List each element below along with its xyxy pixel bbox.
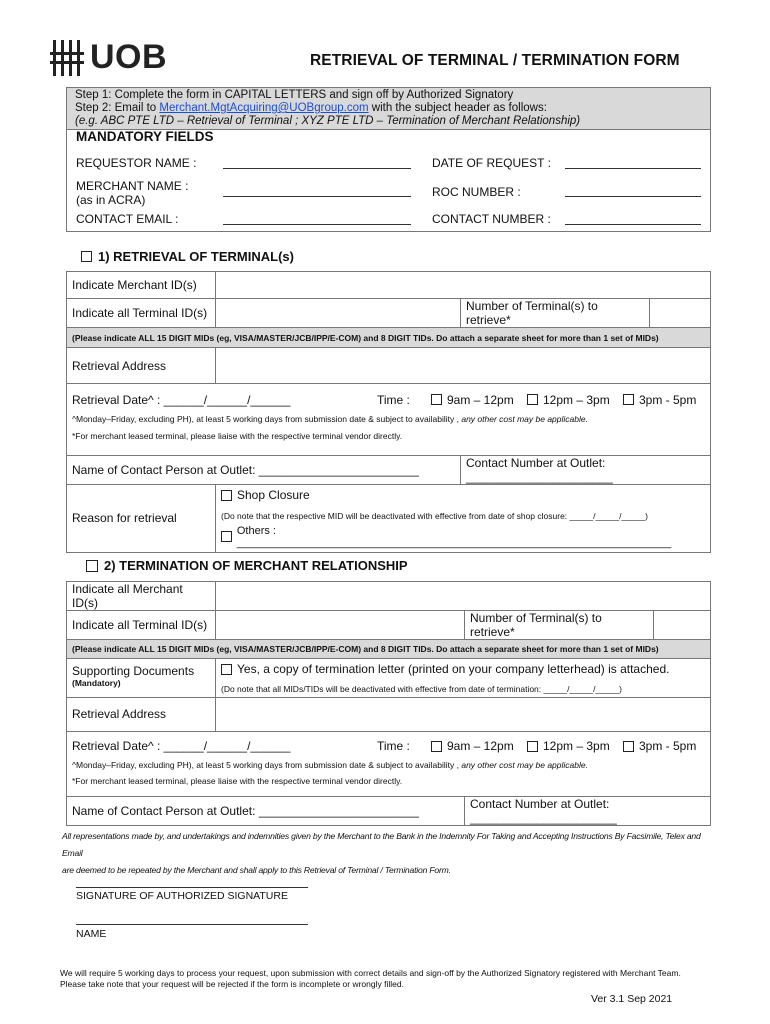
signature-line[interactable]	[76, 887, 308, 888]
num-terminals-field[interactable]	[654, 611, 711, 640]
time-option-12pm[interactable]: 12pm – 3pm	[527, 739, 623, 753]
merchant-ids-label: Indicate all Merchant ID(s)	[67, 582, 216, 611]
section-1-title: 1) RETRIEVAL OF TERMINAL(s)	[81, 249, 294, 264]
termination-checkbox[interactable]	[86, 560, 98, 572]
contact-person-field[interactable]: Name of Contact Person at Outlet: ________________________	[67, 796, 465, 825]
email-link[interactable]: Merchant.MgtAcquiring@UOBgroup.com	[159, 102, 369, 114]
time-label: Time :	[377, 739, 410, 753]
termination-letter-note: (Do note that all MIDs/TIDs will be deactivated with effective from date of termination: _____/_____/_____)	[221, 683, 622, 694]
section-2-title: 2) TERMINATION OF MERCHANT RELATIONSHIP	[86, 558, 408, 573]
termination-letter-option[interactable]: Yes, a copy of termination letter (printed on your company letterhead) is attached.	[221, 662, 669, 676]
reason-options	[216, 485, 711, 553]
supporting-docs-option	[216, 659, 711, 698]
time-option-3pm[interactable]: 3pm - 5pm	[623, 393, 696, 407]
time-option-12pm[interactable]: 12pm – 3pm	[527, 393, 623, 407]
retrieval-date-label: Retrieval Date^ : ______/______/______	[72, 739, 291, 753]
requestor-name-field[interactable]	[223, 168, 411, 169]
retrieval-date-block	[67, 731, 711, 796]
retrieval-address-field[interactable]	[216, 697, 711, 731]
footer-note: We will require 5 working days to process your request, upon submission with correct details and sign-off by the Authorized Signatory registered with Merchant Team. Please take note that your request will be rejected if the form is incomplete or wrongly filled.	[60, 968, 681, 989]
signature-label: SIGNATURE OF AUTHORIZED SIGNATURE	[76, 890, 288, 902]
roc-number-label: ROC NUMBER :	[432, 185, 521, 199]
merchant-name-label: MERCHANT NAME : (as in ACRA)	[76, 179, 189, 207]
time-label: Time :	[377, 392, 410, 407]
time-12pm-checkbox[interactable]	[527, 394, 538, 405]
time-3pm-checkbox[interactable]	[623, 394, 634, 405]
retrieval-address-label: Retrieval Address	[67, 348, 216, 384]
contact-email-label: CONTACT EMAIL :	[76, 212, 179, 226]
merchant-ids-field[interactable]	[216, 582, 711, 611]
requestor-name-label: REQUESTOR NAME :	[76, 156, 197, 170]
instructions-box	[66, 87, 711, 130]
contact-number-outlet-field[interactable]: Contact Number at Outlet: ______________________	[465, 796, 711, 825]
uob-logo	[50, 38, 167, 77]
shop-closure-note: (Do note that the respective MID will be deactivated with effective from date of shop closure: _____/_____/_____)	[221, 510, 648, 521]
termination-table	[66, 581, 711, 826]
contact-email-field[interactable]	[223, 224, 411, 225]
time-option-9am[interactable]: 9am – 12pm	[431, 739, 527, 753]
mid-tid-note: (Please indicate ALL 15 DIGIT MIDs (eg, VISA/MASTER/JCB/IPP/E-COM) and 8 DIGIT TIDs. Do attach a separate sheet for more than 1 set of MIDs)	[67, 328, 711, 348]
num-terminals-label: Number of Terminal(s) to retrieve*	[461, 299, 650, 328]
disclaimer: All representations made by, and undertakings and indemnities given by the Merchant to the Bank in the Indemnity For Taking and Accepting Instructions By Facsimile, Telex and Email are deemed to be repeated by the Merchant and shall apply to this Retrieval of Terminal / Termination Form.	[62, 831, 701, 875]
logo-text: UOB	[90, 38, 168, 76]
contact-person-field[interactable]: Name of Contact Person at Outlet: ________________________	[67, 456, 461, 485]
time-12pm-checkbox[interactable]	[527, 741, 538, 752]
step-2: Step 2: Email to Merchant.MgtAcquiring@UOBgroup.com with the subject header as follows:	[75, 102, 547, 114]
supporting-docs-label: Supporting Documents (Mandatory)	[67, 659, 216, 698]
shop-closure-option[interactable]: Shop Closure	[221, 488, 310, 502]
retrieval-address-label: Retrieval Address	[67, 697, 216, 731]
leased-terminal-note: *For merchant leased terminal, please liaise with the respective terminal vendor directly.	[72, 775, 403, 786]
retrieval-address-field[interactable]	[216, 348, 711, 384]
terminal-ids-label: Indicate all Terminal ID(s)	[67, 611, 216, 640]
step-1: Step 1: Complete the form in CAPITAL LETTERS and sign off by Authorized Signatory	[75, 89, 514, 101]
roc-number-field[interactable]	[565, 196, 701, 197]
time-option-3pm[interactable]: 3pm - 5pm	[623, 739, 696, 753]
others-checkbox[interactable]	[221, 531, 232, 542]
contact-number-label: CONTACT NUMBER :	[432, 212, 551, 226]
terminal-ids-field[interactable]	[216, 299, 461, 328]
num-terminals-field[interactable]	[650, 299, 711, 328]
merchant-ids-field[interactable]	[216, 272, 711, 299]
retrieval-date-block	[67, 384, 711, 456]
reason-label: Reason for retrieval	[67, 485, 216, 553]
mid-tid-note: (Please indicate ALL 15 DIGIT MIDs (eg, VISA/MASTER/JCB/IPP/E-COM) and 8 DIGIT TIDs. Do attach a separate sheet for more than 1 set of MIDs)	[67, 640, 711, 659]
working-days-note: ^Monday–Friday, excluding PH), at least 5 working days from submission date & subject to availability , any other cost may be applicable.	[72, 414, 588, 424]
working-days-note: ^Monday–Friday, excluding PH), at least 5 working days from submission date & subject to availability , any other cost may be applicable.	[72, 759, 588, 770]
form-title: RETRIEVAL OF TERMINAL / TERMINATION FORM	[310, 52, 680, 69]
date-of-request-label: DATE OF REQUEST :	[432, 156, 551, 170]
contact-number-outlet-field[interactable]: Contact Number at Outlet: ______________________	[461, 456, 711, 485]
terminal-ids-field[interactable]	[216, 611, 465, 640]
retrieval-checkbox[interactable]	[81, 251, 92, 262]
merchant-name-field[interactable]	[223, 196, 411, 197]
date-of-request-field[interactable]	[565, 168, 701, 169]
merchant-ids-label: Indicate Merchant ID(s)	[67, 272, 216, 299]
version-label: Ver 3.1 Sep 2021	[591, 993, 673, 1005]
termination-letter-checkbox[interactable]	[221, 664, 232, 675]
time-option-9am[interactable]: 9am – 12pm	[431, 393, 527, 407]
contact-number-field[interactable]	[565, 224, 701, 225]
leased-terminal-note: *For merchant leased terminal, please liaise with the respective terminal vendor directly.	[72, 431, 403, 441]
others-option[interactable]: Others : _______________________________________________________________________	[221, 525, 705, 549]
time-9am-checkbox[interactable]	[431, 741, 442, 752]
terminal-ids-label: Indicate all Terminal ID(s)	[67, 299, 216, 328]
time-9am-checkbox[interactable]	[431, 394, 442, 405]
retrieval-table	[66, 271, 711, 553]
time-3pm-checkbox[interactable]	[623, 741, 634, 752]
shop-closure-checkbox[interactable]	[221, 490, 232, 501]
uob-logo-icon	[50, 40, 86, 76]
name-line[interactable]	[76, 924, 308, 925]
retrieval-date-label: Retrieval Date^ : ______/______/______	[72, 392, 291, 407]
name-label: NAME	[76, 928, 107, 940]
mandatory-fields-title: MANDATORY FIELDS	[76, 129, 214, 144]
num-terminals-label: Number of Terminal(s) to retrieve*	[465, 611, 654, 640]
step-example: (e.g. ABC PTE LTD – Retrieval of Terminal ; XYZ PTE LTD – Termination of Merchant Relationship)	[75, 115, 581, 127]
